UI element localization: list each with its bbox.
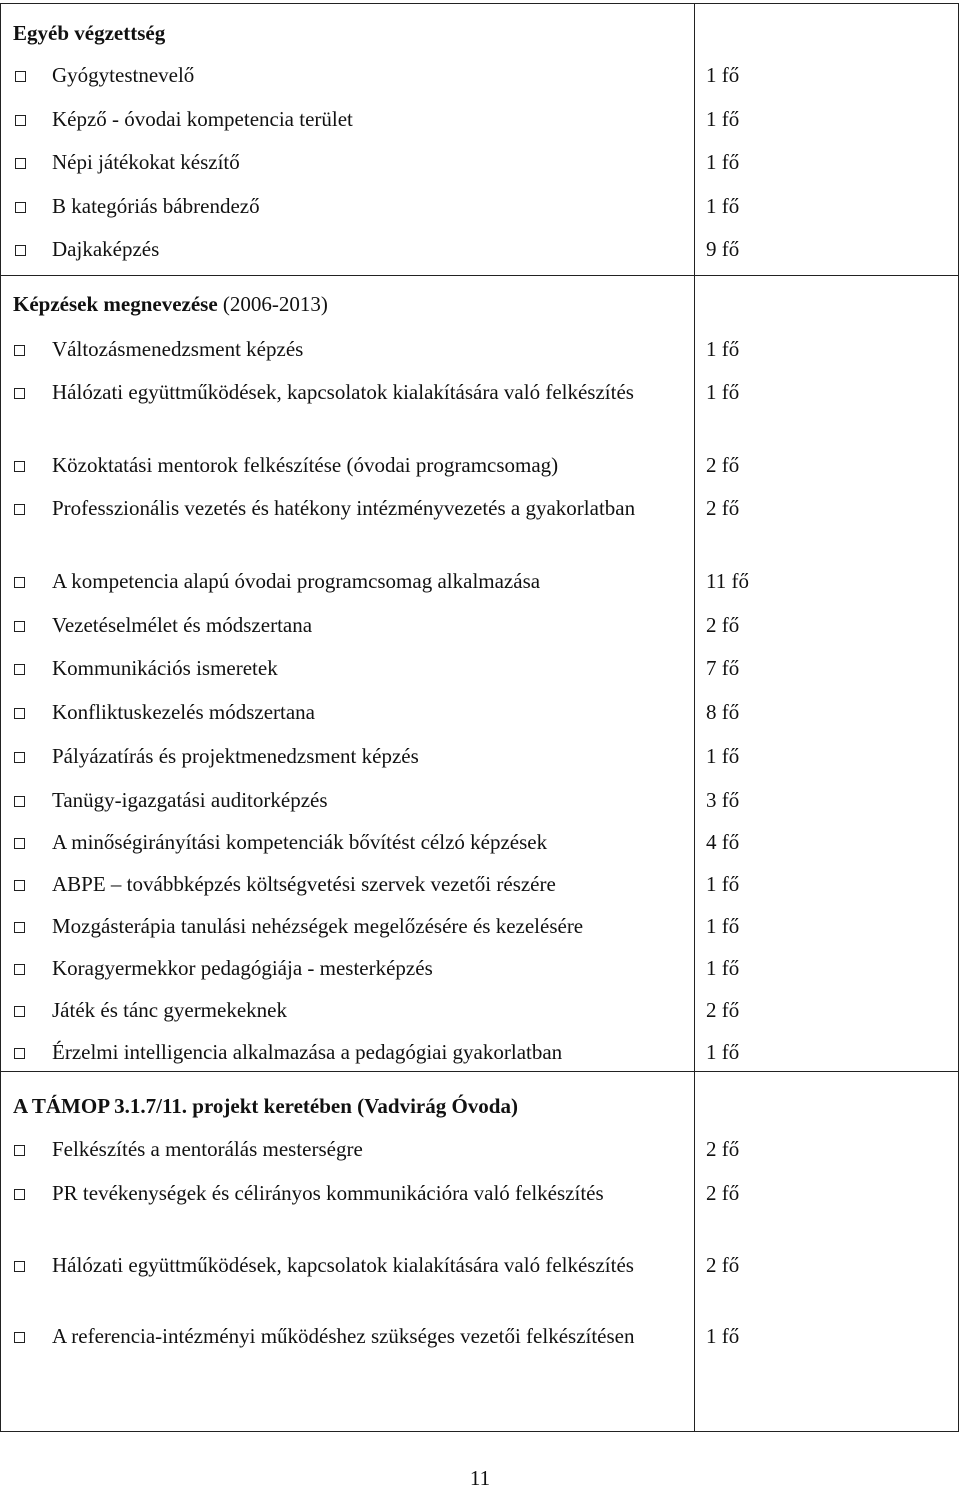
item-count: 4 fő <box>706 830 740 854</box>
checkbox-icon <box>14 345 25 356</box>
checkbox-icon <box>14 708 25 719</box>
item-label: Konfliktuskezelés módszertana <box>52 700 315 724</box>
checkbox-icon <box>14 964 25 975</box>
item-count: 2 fő <box>706 1137 740 1161</box>
item-count: 1 fő <box>706 380 740 404</box>
item-label: Hálózati együttműködések, kapcsolatok kialakítására való felkészítés <box>52 380 634 404</box>
item-label: B kategóriás bábrendező <box>52 194 260 218</box>
item-count: 7 fő <box>706 656 740 680</box>
item-count: 1 fő <box>706 107 740 131</box>
checkbox-icon <box>15 158 26 169</box>
item-label: Felkészítés a mentorálás mesterségre <box>52 1137 363 1161</box>
item-count: 3 fő <box>706 788 740 812</box>
item-label: Képző - óvodai kompetencia terület <box>52 107 353 131</box>
item-label: Professzionális vezetés és hatékony intézményvezetés a gyakorlatban <box>52 496 636 520</box>
checkbox-icon <box>14 1145 25 1156</box>
item-count: 2 fő <box>706 1253 740 1277</box>
item-count: 1 fő <box>706 914 740 938</box>
checkbox-icon <box>14 752 25 763</box>
item-count: 1 fő <box>706 956 740 980</box>
item-count: 1 fő <box>706 1040 740 1064</box>
item-label: Tanügy-igazgatási auditorképzés <box>52 788 328 812</box>
item-count: 1 fő <box>706 1324 740 1348</box>
checkbox-icon <box>14 796 25 807</box>
item-count: 1 fő <box>706 744 740 768</box>
item-count: 1 fő <box>706 194 740 218</box>
item-count: 11 fő <box>706 569 749 593</box>
checkbox-icon <box>14 577 25 588</box>
section-title: A TÁMOP 3.1.7/11. projekt keretében (Vadvirág Óvoda) <box>13 1094 518 1118</box>
item-count: 2 fő <box>706 453 740 477</box>
item-count: 2 fő <box>706 1181 740 1205</box>
item-label: Játék és tánc gyermekeknek <box>52 998 287 1022</box>
checkbox-icon <box>14 838 25 849</box>
page-number: 11 <box>469 1466 491 1490</box>
item-label: A referencia-intézményi működéshez szükséges vezetői felkészítésen <box>52 1324 635 1348</box>
item-label: Pályázatírás és projektmenedzsment képzés <box>52 744 419 768</box>
section-title: Egyéb végzettség <box>13 21 166 45</box>
item-label: Közoktatási mentorok felkészítése (óvodai programcsomag) <box>52 453 559 477</box>
checkbox-icon <box>14 1048 25 1059</box>
item-label: PR tevékenységek és célirányos kommunikációra való felkészítés <box>52 1181 604 1205</box>
item-count: 1 fő <box>706 337 740 361</box>
section-title-suffix: (2006-2013) <box>217 292 328 316</box>
item-label: Érzelmi intelligencia alkalmazása a pedagógiai gyakorlatban <box>52 1040 563 1064</box>
item-label: Kommunikációs ismeretek <box>52 656 278 680</box>
checkbox-icon <box>14 880 25 891</box>
checkbox-icon <box>15 71 26 82</box>
checkbox-icon <box>15 115 26 126</box>
item-label: Mozgásterápia tanulási nehézségek megelőzésére és kezelésére <box>52 914 584 938</box>
item-count: 9 fő <box>706 237 740 261</box>
item-label: Vezetéselmélet és módszertana <box>52 613 313 637</box>
item-count: 1 fő <box>706 63 740 87</box>
checkbox-icon <box>14 1006 25 1017</box>
item-label: A kompetencia alapú óvodai programcsomag alkalmazása <box>52 569 541 593</box>
checkbox-icon <box>14 388 25 399</box>
item-count: 2 fő <box>706 613 740 637</box>
item-label: Változásmenedzsment képzés <box>52 337 304 361</box>
item-label: ABPE – továbbképzés költségvetési szervek vezetői részére <box>52 872 556 896</box>
item-count: 1 fő <box>706 872 740 896</box>
checkbox-icon <box>14 504 25 515</box>
item-count: 2 fő <box>706 998 740 1022</box>
checkbox-icon <box>14 621 25 632</box>
item-count: 2 fő <box>706 496 740 520</box>
item-count: 1 fő <box>706 150 740 174</box>
checkbox-icon <box>14 1261 25 1272</box>
item-label: Dajkaképzés <box>52 237 160 261</box>
checkbox-icon <box>14 1189 25 1200</box>
checkbox-icon <box>14 922 25 933</box>
item-label: A minőségirányítási kompetenciák bővítést célzó képzések <box>52 830 548 854</box>
checkbox-icon <box>15 202 26 213</box>
item-label: Népi játékokat készítő <box>52 150 240 174</box>
checkbox-icon <box>15 245 26 256</box>
checkbox-icon <box>14 664 25 675</box>
checkbox-icon <box>14 1332 25 1343</box>
checkbox-icon <box>14 461 25 472</box>
document-content <box>0 3 956 1431</box>
item-label: Hálózati együttműködések, kapcsolatok kialakítására való felkészítés <box>52 1253 634 1277</box>
item-label: Gyógytestnevelő <box>52 63 195 87</box>
item-count: 8 fő <box>706 700 740 724</box>
item-label: Koragyermekkor pedagógiája - mesterképzés <box>52 956 433 980</box>
section-title: Képzések megnevezése (2006-2013) <box>13 292 328 316</box>
